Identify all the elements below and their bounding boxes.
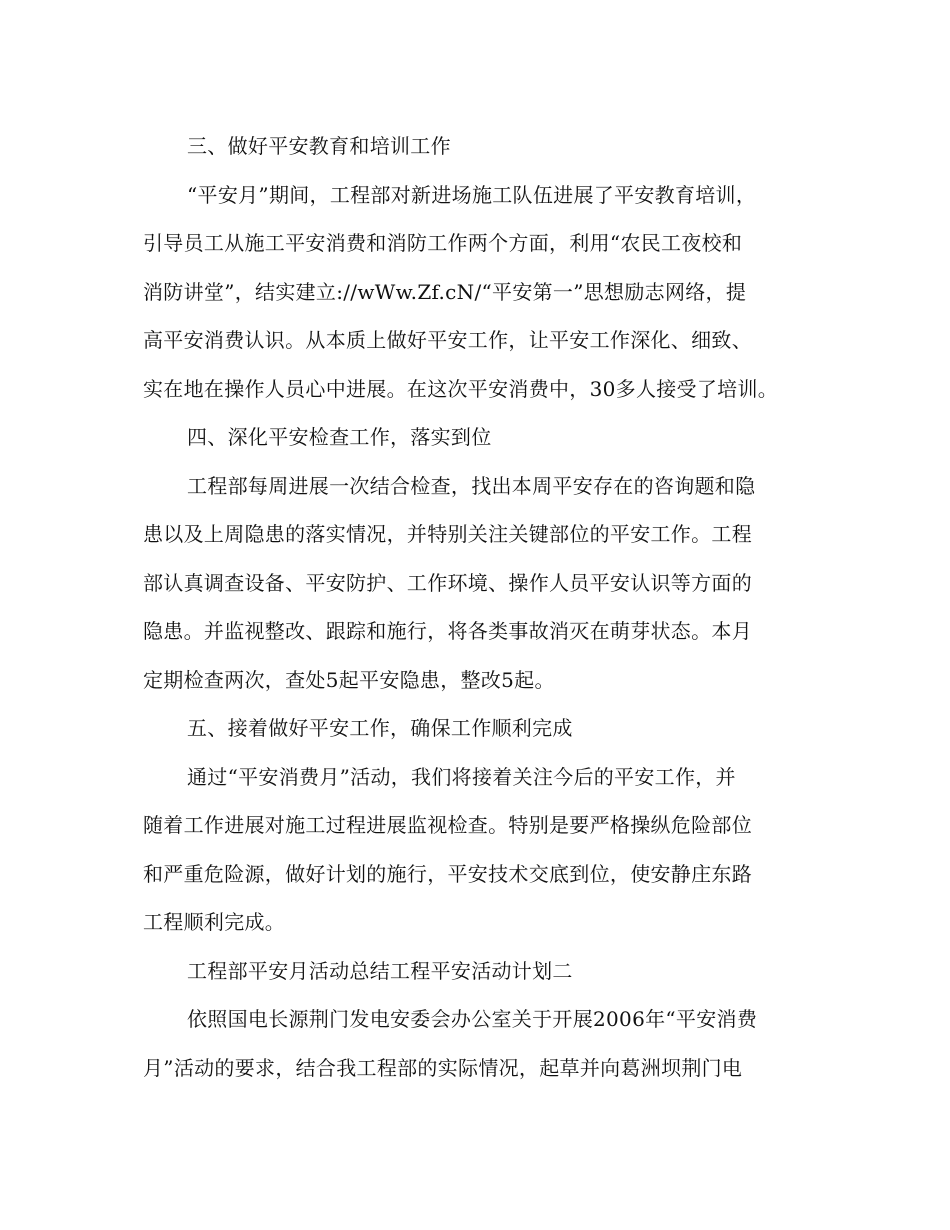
text-line: 月”活动的要求，结合我工程部的实际情况，起草并向葛洲坝荆门电: [143, 1055, 743, 1080]
text-line: 工程顺利完成。: [143, 910, 286, 934]
text-line: 实在地在操作人员心中进展。在这次平安消费中，30多人接受了培训。: [143, 376, 779, 401]
text-line: 和严重危险源，做好计划的施行，平安技术交底到位，使安静庄东路: [143, 861, 752, 886]
text-line: 高平安消费认识。从本质上做好平安工作，让平安工作深化、细致、: [143, 328, 752, 352]
text-line: 工程部每周进展一次结合检查，找出本周平安存在的咨询题和隐: [187, 473, 756, 498]
text-line: 隐患。并监视整改、跟踪和施行，将各类事故消灭在萌芽状态。本月: [143, 619, 752, 643]
text-line: 患以及上周隐患的落实情况，并特别关注关键部位的平安工作。工程: [143, 522, 752, 546]
text-line: 工程部平安月活动总结工程平安活动计划二: [187, 958, 573, 983]
text-line: 三、做好平安教育和培训工作: [187, 134, 451, 158]
text-line: 通过“平安消费月”活动，我们将接着关注今后的平安工作，并: [187, 764, 736, 789]
text-line: 依照国电长源荆门发电安委会办公室关于开展2006年“平安消费: [187, 1007, 758, 1031]
text-line: 消防讲堂”，结实建立://wWw.Zf.cN/“平安第一”思想励志网络，提: [143, 279, 747, 304]
text-line: “平安月”期间，工程部对新进场施工队伍进展了平安教育培训，: [187, 182, 757, 207]
text-line: 部认真调查设备、平安防护、工作环境、操作人员平安认识等方面的: [143, 570, 752, 595]
text-line: 五、接着做好平安工作，确保工作顺利完成: [187, 716, 573, 740]
text-line: 四、深化平安检查工作，落实到位: [187, 425, 492, 449]
text-line: 引导员工从施工平安消费和消防工作两个方面，利用“农民工夜校和: [143, 231, 743, 255]
text-line: 定期检查两次，查处5起平安隐患，整改5起。: [143, 667, 555, 692]
text-line: 随着工作进展对施工过程进展监视检查。特别是要严格操纵危险部位: [143, 813, 752, 837]
